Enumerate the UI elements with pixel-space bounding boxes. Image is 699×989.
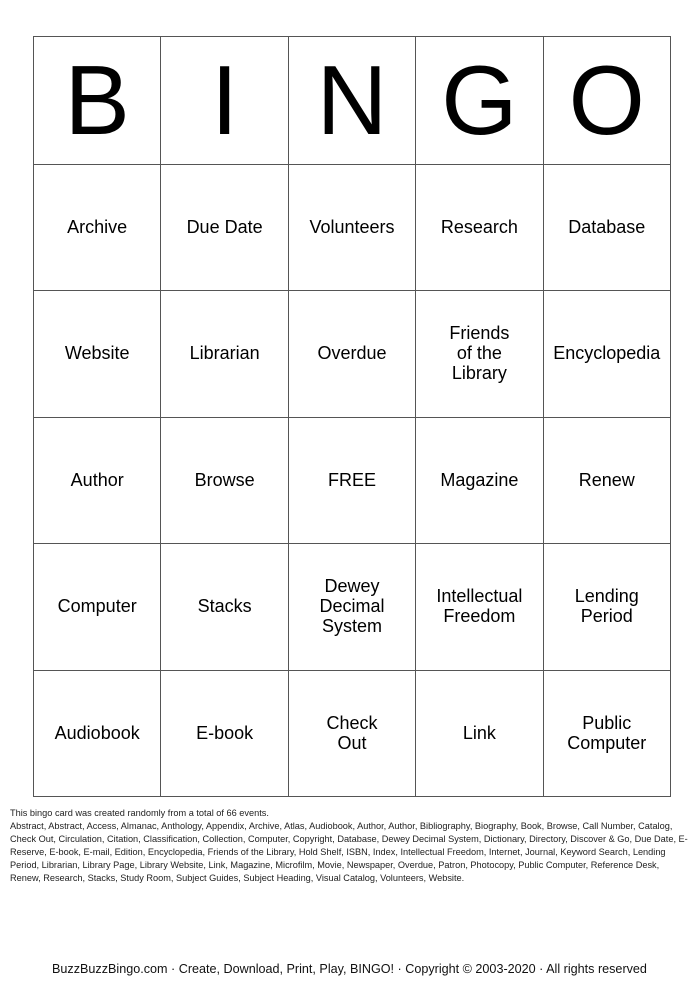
bingo-cell[interactable]	[161, 544, 288, 671]
bingo-cell[interactable]	[416, 164, 543, 291]
cell-label: Author	[70, 469, 124, 490]
cell-label: Database	[568, 216, 646, 237]
cell-label: Stacks	[197, 596, 252, 617]
header-letter-n: N	[288, 37, 415, 165]
free-space-label: FREE	[327, 469, 376, 490]
header-letter-o: O	[543, 37, 670, 165]
bingo-cell[interactable]	[34, 164, 161, 291]
bingo-cell[interactable]	[416, 291, 543, 418]
bingo-card	[33, 36, 671, 797]
cell-label: Magazine	[440, 469, 519, 490]
card-row	[34, 417, 671, 544]
card-row	[34, 670, 671, 797]
cell-label: Website	[64, 343, 130, 364]
cell-label: Encyclopedia	[553, 343, 661, 364]
bingo-cell[interactable]	[288, 291, 415, 418]
bingo-cell[interactable]	[34, 544, 161, 671]
cell-label: Librarian	[189, 343, 260, 364]
bingo-cell[interactable]	[416, 670, 543, 797]
bingo-cell[interactable]	[543, 164, 670, 291]
card-summary: This bingo card was created randomly from a total of 66 events.	[10, 808, 269, 818]
cell-label: Renew	[578, 469, 635, 490]
cell-label: Computer	[57, 596, 137, 617]
card-row	[34, 291, 671, 418]
cell-label: Volunteers	[309, 216, 395, 237]
bingo-cell[interactable]	[543, 291, 670, 418]
free-space-cell[interactable]	[288, 417, 415, 544]
cell-label: Dewey Decimal System	[319, 576, 385, 637]
bingo-cell[interactable]	[288, 164, 415, 291]
bingo-cell[interactable]	[34, 417, 161, 544]
card-row	[34, 164, 671, 291]
bingo-cell[interactable]	[161, 164, 288, 291]
cell-label: Check Out	[326, 712, 378, 753]
cell-label: Audiobook	[54, 722, 140, 743]
cell-label: Overdue	[317, 343, 387, 364]
cell-label: Friends of the Library	[449, 323, 510, 384]
bingo-cell[interactable]	[161, 291, 288, 418]
cell-label: E-book	[196, 722, 254, 743]
cell-label: Archive	[67, 216, 128, 237]
cell-label: Research	[440, 216, 518, 237]
card-row	[34, 544, 671, 671]
bingo-cell[interactable]	[288, 670, 415, 797]
cell-label: Intellectual Freedom	[436, 586, 523, 627]
bingo-cell[interactable]	[416, 544, 543, 671]
bingo-cell[interactable]	[34, 291, 161, 418]
event-list: Abstract, Abstract, Access, Almanac, Anthology, Appendix, Archive, Atlas, Audiobook, Author, Author, Bibliography, Biography, Book, Browse, Call Number, Catalog, Check Out, Circulation, Citation, Classification, Collection, Computer, Copyright, Database, Dewey Decimal System, Dictionary, Directory, Discover & Go, Due Date, E-Reserve, E-book, E-mail, Edition, Encyclopedia, Friends of the Library, Hold Shelf, ISBN, Index, Intellectual Freedom, Internet, Journal, Keyword Search, Lending Period, Librarian, Library Page, Library Website, Link, Magazine, Microfilm, Movie, Newspaper, Overdue, Patron, Photocopy, Public Computer, Reference Desk, Renew, Research, Stacks, Study Room, Subject Guides, Subject Heading, Visual Catalog, Volunteers, Website.	[10, 821, 688, 884]
cell-label: Lending Period	[574, 586, 639, 627]
header-row	[34, 37, 671, 165]
bingo-cell[interactable]	[34, 670, 161, 797]
header-letter-i: I	[161, 37, 288, 165]
cell-label: Due Date	[186, 216, 263, 237]
bingo-cell[interactable]	[543, 417, 670, 544]
header-letter-g: G	[416, 37, 543, 165]
bingo-cell[interactable]	[161, 417, 288, 544]
cell-label: Browse	[194, 469, 255, 490]
header-letter-b: B	[34, 37, 161, 165]
site-footer: BuzzBuzzBingo.com · Create, Download, Print, Play, BINGO! · Copyright © 2003-2020 · All rights reserved	[52, 962, 647, 976]
bingo-cell[interactable]	[288, 544, 415, 671]
bingo-cell[interactable]	[543, 544, 670, 671]
bingo-cell[interactable]	[161, 670, 288, 797]
bingo-cell[interactable]	[416, 417, 543, 544]
bingo-cell[interactable]	[543, 670, 670, 797]
cell-label: Public Computer	[567, 712, 647, 753]
card-info	[10, 807, 690, 886]
cell-label: Link	[462, 722, 496, 743]
